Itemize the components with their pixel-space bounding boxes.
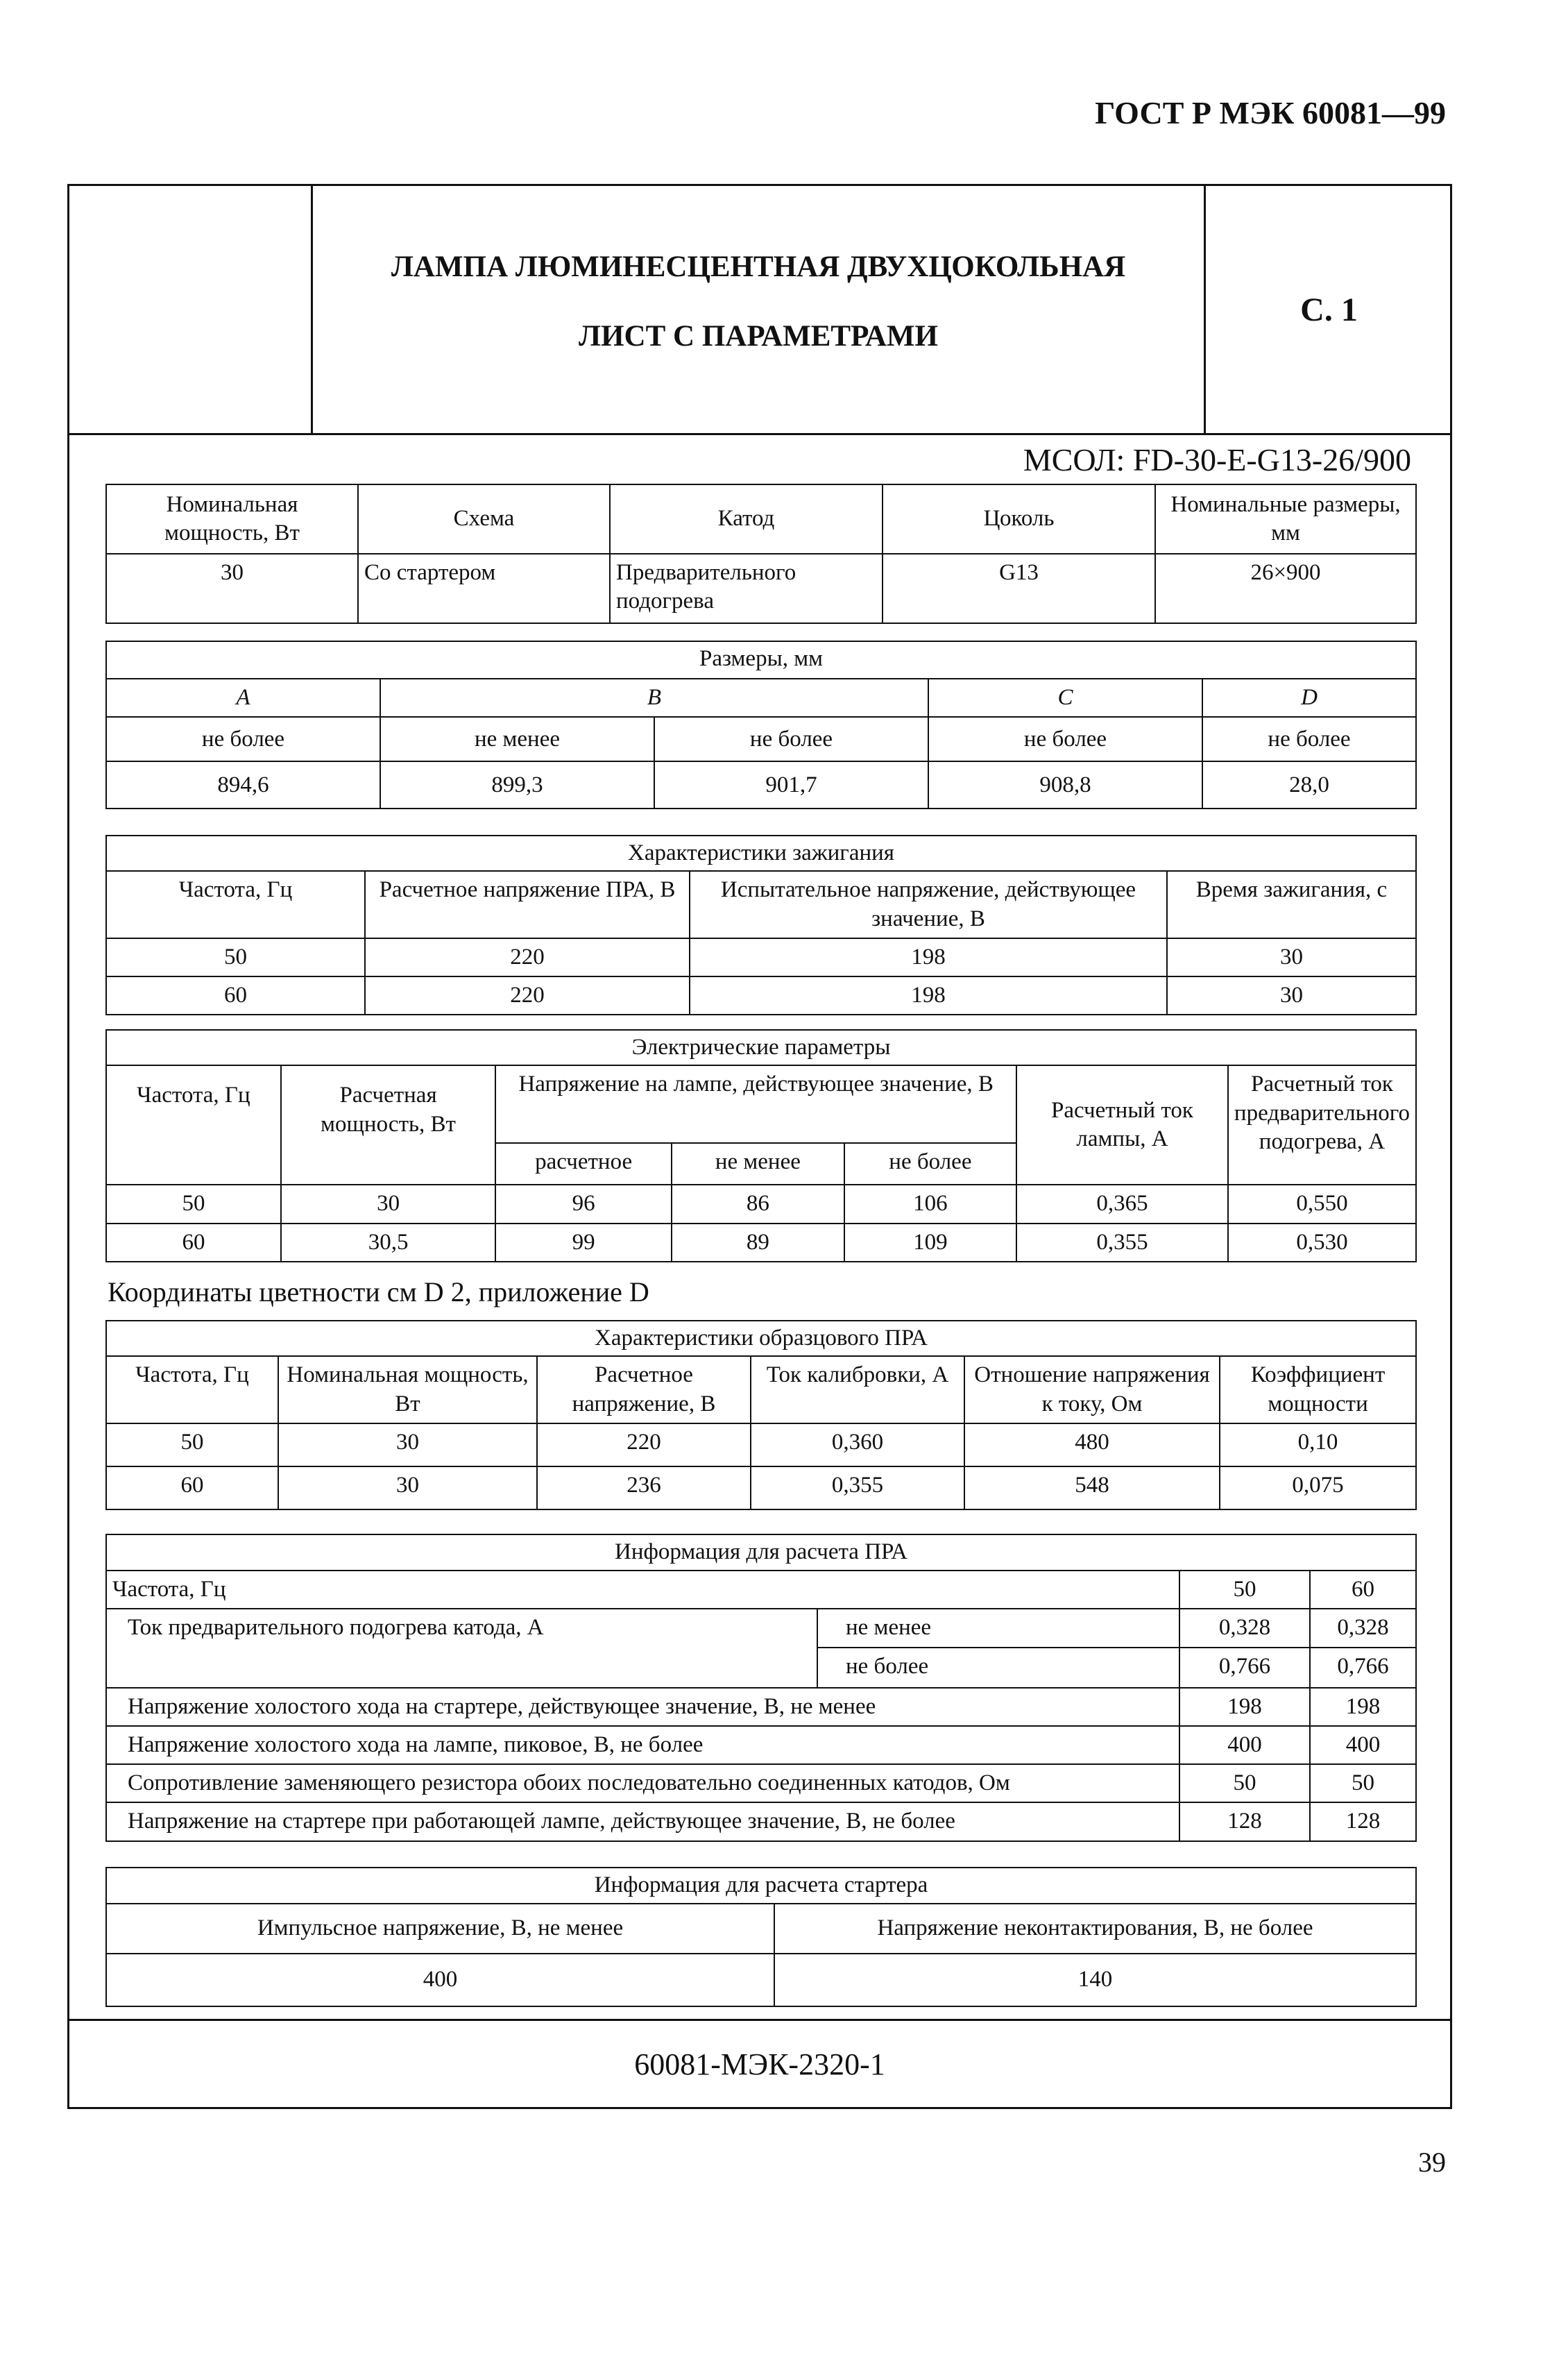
ballast-param-value: 128 bbox=[1310, 1802, 1416, 1840]
starter-design-table bbox=[105, 1867, 1417, 2007]
ignition-caption: Характеристики зажигания bbox=[106, 836, 1416, 871]
chromaticity-note: Координаты цветности см D 2, приложение D bbox=[108, 1276, 649, 1308]
preheat-min-label: не менее bbox=[817, 1609, 1179, 1647]
th-non-contact-voltage: Напряжение неконтактирования, В, не более bbox=[774, 1904, 1416, 1954]
reference-ballast-cell: 480 bbox=[964, 1423, 1220, 1466]
preheat-max-value: 0,766 bbox=[1310, 1648, 1416, 1688]
reference-ballast-cell: 30 bbox=[278, 1423, 537, 1466]
dim-value: 899,3 bbox=[380, 761, 654, 809]
th-voltage-min: не менее bbox=[672, 1143, 844, 1185]
th-pulse-voltage: Импульсное напряжение, В, не менее bbox=[106, 1904, 774, 1954]
starter-design-caption: Информация для расчета стартера bbox=[106, 1868, 1416, 1904]
preheat-max-value: 0,766 bbox=[1179, 1648, 1310, 1688]
ballast-param-value: 400 bbox=[1310, 1726, 1416, 1764]
th-ballast-voltage: Расчетное напряжение ПРА, В bbox=[365, 871, 690, 938]
electrical-cell: 109 bbox=[844, 1224, 1016, 1262]
frequency-60: 60 bbox=[1310, 1571, 1416, 1609]
reference-ballast-cell: 220 bbox=[537, 1423, 751, 1466]
reference-ballast-cell: 0,10 bbox=[1220, 1423, 1416, 1466]
reference-ballast-cell: 0,075 bbox=[1220, 1466, 1416, 1509]
cell-scheme: Со стартером bbox=[358, 554, 610, 623]
dimensions-caption: Размеры, мм bbox=[106, 641, 1416, 679]
dim-value: 908,8 bbox=[928, 761, 1202, 809]
electrical-caption: Электрические параметры bbox=[106, 1030, 1416, 1065]
reference-ballast-caption: Характеристики образцового ПРА bbox=[106, 1321, 1416, 1356]
ballast-param-value: 198 bbox=[1179, 1688, 1310, 1726]
ignition-cell: 198 bbox=[690, 976, 1167, 1015]
th-voltage-current-ratio: Отношение напряжения к току, Ом bbox=[964, 1356, 1220, 1423]
ballast-param-value: 400 bbox=[1179, 1726, 1310, 1764]
ignition-cell: 30 bbox=[1167, 976, 1416, 1015]
ignition-cell: 30 bbox=[1167, 938, 1416, 976]
preheat-min-value: 0,328 bbox=[1179, 1609, 1310, 1647]
preheat-max-label: не более bbox=[817, 1648, 1179, 1688]
dim-value: 28,0 bbox=[1202, 761, 1416, 809]
ignition-cell: 198 bbox=[690, 938, 1167, 976]
cell-power: 30 bbox=[106, 554, 358, 623]
electrical-cell: 99 bbox=[495, 1224, 672, 1262]
electrical-cell: 0,550 bbox=[1228, 1185, 1416, 1223]
ballast-param-label: Напряжение холостого хода на лампе, пиковое, В, не более bbox=[106, 1726, 1179, 1764]
dim-letter-b: B bbox=[380, 679, 928, 717]
th-base: Цоколь bbox=[883, 484, 1155, 554]
th-lamp-voltage: Напряжение на лампе, действующее значение, В bbox=[495, 1065, 1016, 1143]
electrical-cell: 86 bbox=[672, 1185, 844, 1223]
preheat-min-value: 0,328 bbox=[1310, 1609, 1416, 1647]
dim-letter-a: A bbox=[106, 679, 380, 717]
sheet-title bbox=[313, 186, 1204, 433]
ballast-design-table bbox=[105, 1534, 1417, 1842]
reference-ballast-table bbox=[105, 1320, 1417, 1510]
th-cathode: Катод bbox=[610, 484, 883, 554]
cell-cathode: Предварительного подогрева bbox=[610, 554, 883, 623]
electrical-cell: 50 bbox=[106, 1185, 281, 1223]
dim-limit: не более bbox=[1202, 717, 1416, 761]
th-rated-power: Расчетная мощность, Вт bbox=[281, 1065, 495, 1185]
reference-ballast-cell: 30 bbox=[278, 1466, 537, 1509]
electrical-cell: 30,5 bbox=[281, 1224, 495, 1262]
th-ignition-time: Время зажигания, с bbox=[1167, 871, 1416, 938]
ballast-param-label: Напряжение на стартере при работающей лампе, действующее значение, В, не более bbox=[106, 1802, 1179, 1840]
dim-value: 901,7 bbox=[654, 761, 928, 809]
electrical-cell: 106 bbox=[844, 1185, 1016, 1223]
dim-limit: не более bbox=[928, 717, 1202, 761]
dimensions-table bbox=[105, 641, 1417, 809]
reference-ballast-cell: 236 bbox=[537, 1466, 751, 1509]
lamp-summary-table bbox=[105, 484, 1417, 624]
th-calibration-current: Ток калибровки, А bbox=[751, 1356, 964, 1423]
pulse-voltage-value: 400 bbox=[106, 1954, 774, 2006]
sheet-footer-code: 60081-МЭК-2320-1 bbox=[69, 2019, 1450, 2107]
dim-limit: не более bbox=[654, 717, 928, 761]
ignition-cell: 220 bbox=[365, 976, 690, 1015]
reference-ballast-cell: 0,360 bbox=[751, 1423, 964, 1466]
ignition-table bbox=[105, 835, 1417, 1015]
electrical-cell: 89 bbox=[672, 1224, 844, 1262]
lamp-designation: МСОЛ: FD-30-E-G13-26/900 bbox=[1023, 442, 1411, 477]
ballast-param-value: 50 bbox=[1179, 1764, 1310, 1802]
ballast-param-value: 198 bbox=[1310, 1688, 1416, 1726]
document-standard-number: ГОСТ Р МЭК 60081—99 bbox=[1095, 95, 1446, 130]
dim-value: 894,6 bbox=[106, 761, 380, 809]
cell-dimensions: 26×900 bbox=[1155, 554, 1416, 623]
dim-limit: не менее bbox=[380, 717, 654, 761]
th-frequency: Частота, Гц bbox=[106, 1356, 278, 1423]
ignition-cell: 60 bbox=[106, 976, 365, 1015]
electrical-cell: 60 bbox=[106, 1224, 281, 1262]
page-number: 39 bbox=[1418, 2147, 1446, 2178]
reference-ballast-cell: 0,355 bbox=[751, 1466, 964, 1509]
ballast-design-caption: Информация для расчета ПРА bbox=[106, 1534, 1416, 1571]
preheat-current-label: Ток предварительного подогрева катода, А bbox=[106, 1609, 817, 1687]
th-rated-voltage: Расчетное напряжение, В bbox=[537, 1356, 751, 1423]
reference-ballast-cell: 60 bbox=[106, 1466, 278, 1509]
dim-letter-d: D bbox=[1202, 679, 1416, 717]
dim-limit: не более bbox=[106, 717, 380, 761]
th-frequency: Частота, Гц bbox=[106, 1065, 281, 1185]
sheet-title-line2: ЛИСТ С ПАРАМЕТРАМИ bbox=[579, 320, 938, 353]
reference-ballast-cell: 50 bbox=[106, 1423, 278, 1466]
th-nominal-power: Номинальная мощность, Вт bbox=[106, 484, 358, 554]
th-voltage-max: не более bbox=[844, 1143, 1016, 1185]
dim-letter-c: C bbox=[928, 679, 1202, 717]
ballast-param-value: 128 bbox=[1179, 1802, 1310, 1840]
th-frequency: Частота, Гц bbox=[106, 871, 365, 938]
ballast-param-label: Сопротивление заменяющего резистора обоих последовательно соединенных катодов, Ом bbox=[106, 1764, 1179, 1802]
header-blank-cell bbox=[69, 186, 313, 433]
frequency-50: 50 bbox=[1179, 1571, 1310, 1609]
ballast-param-label: Напряжение холостого хода на стартере, действующее значение, В, не менее bbox=[106, 1688, 1179, 1726]
th-power-factor: Коэффициент мощности bbox=[1220, 1356, 1416, 1423]
th-scheme: Схема bbox=[358, 484, 610, 554]
sheet-title-line1: ЛАМПА ЛЮМИНЕСЦЕНТНАЯ ДВУХЦОКОЛЬНАЯ bbox=[391, 251, 1126, 283]
ignition-cell: 220 bbox=[365, 938, 690, 976]
electrical-cell: 30 bbox=[281, 1185, 495, 1223]
frequency-label: Частота, Гц bbox=[106, 1571, 1179, 1609]
th-nominal-power: Номинальная мощность, Вт bbox=[278, 1356, 537, 1423]
th-nominal-dimensions: Номинальные размеры, мм bbox=[1155, 484, 1416, 554]
electrical-cell: 0,530 bbox=[1228, 1224, 1416, 1262]
cell-base: G13 bbox=[883, 554, 1155, 623]
ignition-cell: 50 bbox=[106, 938, 365, 976]
ballast-param-value: 50 bbox=[1310, 1764, 1416, 1802]
th-test-voltage: Испытательное напряжение, действующее значение, В bbox=[690, 871, 1167, 938]
electrical-cell: 0,355 bbox=[1016, 1224, 1228, 1262]
reference-ballast-cell: 548 bbox=[964, 1466, 1220, 1509]
th-preheat-current: Расчетный ток предварительного подогрева, А bbox=[1228, 1065, 1416, 1185]
electrical-parameters-table bbox=[105, 1029, 1417, 1262]
th-voltage-rated: расчетное bbox=[495, 1143, 672, 1185]
sheet-page-label: С. 1 bbox=[1204, 186, 1452, 433]
electrical-cell: 96 bbox=[495, 1185, 672, 1223]
non-contact-voltage-value: 140 bbox=[774, 1954, 1416, 2006]
th-lamp-current: Расчетный ток лампы, А bbox=[1016, 1065, 1228, 1185]
sheet-header bbox=[69, 186, 1450, 435]
electrical-cell: 0,365 bbox=[1016, 1185, 1228, 1223]
